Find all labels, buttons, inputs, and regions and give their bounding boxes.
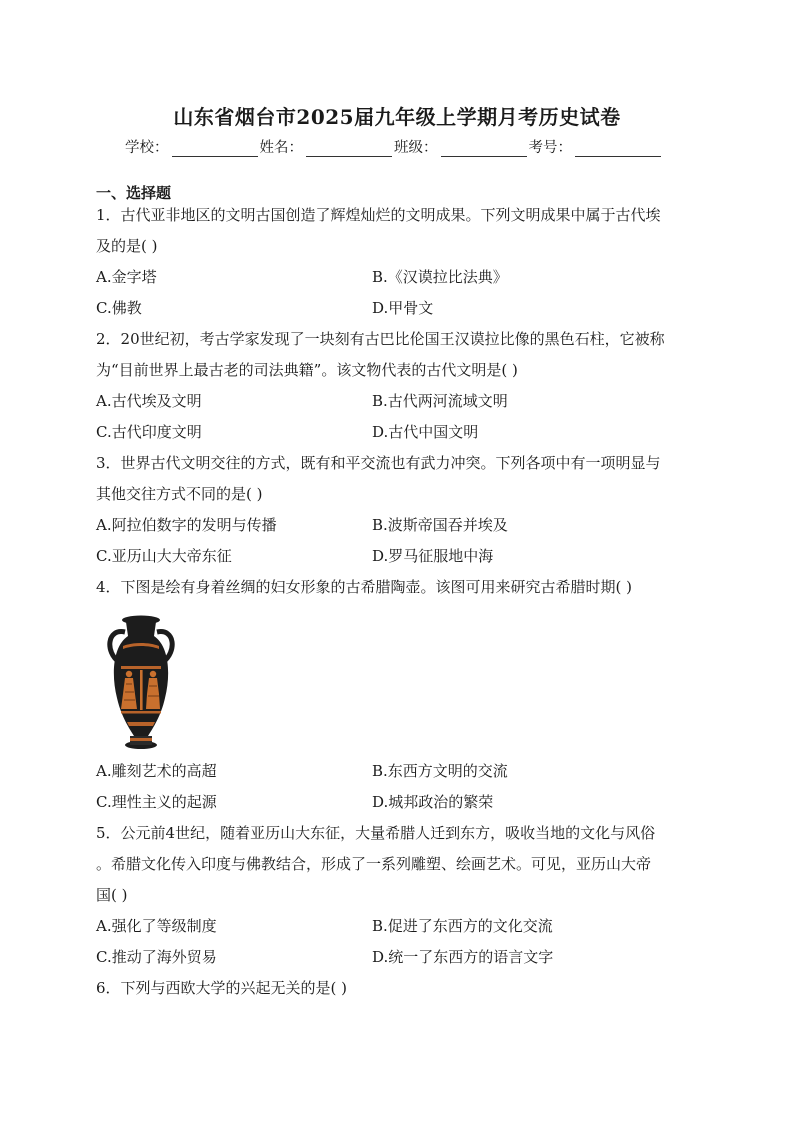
question-5-option-c[interactable]: C.推动了海外贸易 (96, 948, 217, 966)
question-3-option-a[interactable]: A.阿拉伯数字的发明与传播 (96, 516, 277, 534)
name-blank[interactable] (306, 141, 392, 157)
question-4-option-b[interactable]: B.东西方文明的交流 (372, 762, 508, 780)
question-2-option-d[interactable]: D.古代中国文明 (372, 423, 479, 441)
question-2-option-c[interactable]: C.古代印度文明 (96, 423, 202, 441)
question-2-line-1: 2．20世纪初，考古学家发现了一块刻有古巴比伦国王汉谟拉比像的黑色石柱，它被称 (96, 330, 665, 348)
question-4-option-c[interactable]: C.理性主义的起源 (96, 793, 217, 811)
question-4-option-d[interactable]: D.城邦政治的繁荣 (372, 793, 494, 811)
question-5-option-b[interactable]: B.促进了东西方的文化交流 (372, 917, 553, 935)
question-4-line-1: 4．下图是绘有身着丝绸的妇女形象的古希腊陶壶。该图可用来研究古希腊时期( ) (96, 578, 633, 596)
student-info-row (125, 136, 663, 157)
exam-number-blank[interactable] (575, 141, 661, 157)
greek-amphora-image (103, 614, 179, 750)
question-6-line-1: 6．下列与西欧大学的兴起无关的是( ) (96, 979, 348, 997)
question-3-line-1: 3．世界古代文明交往的方式，既有和平交流也有武力冲突。下列各项中有一项明显与 (96, 454, 661, 472)
exam-number-label: 考号： (528, 140, 572, 156)
question-5-line-3: 国( ) (96, 886, 128, 904)
question-1-option-c[interactable]: C.佛教 (96, 299, 142, 317)
question-5-option-a[interactable]: A.强化了等级制度 (96, 917, 217, 935)
question-3-option-d[interactable]: D.罗马征服地中海 (372, 547, 494, 565)
question-5-line-1: 5．公元前4世纪，随着亚历山大东征，大量希腊人迁到东方，吸收当地的文化与风俗 (96, 824, 656, 842)
question-2-option-b[interactable]: B.古代两河流域文明 (372, 392, 508, 410)
section-title: 一、选择题 (96, 184, 172, 202)
question-1-option-b[interactable]: B.《汉谟拉比法典》 (372, 268, 508, 286)
question-2-line-2: 为“目前世界上最古老的司法典籍”。该文物代表的古代文明是( ) (96, 361, 518, 379)
class-label: 班级： (394, 140, 438, 156)
question-3-line-2: 其他交往方式不同的是( ) (96, 485, 263, 503)
school-blank[interactable] (172, 141, 258, 157)
question-5-line-2: 。希腊文化传入印度与佛教结合，形成了一系列雕塑、绘画艺术。可见，亚历山大帝 (96, 855, 652, 873)
question-1-line-2: 及的是( ) (96, 237, 158, 255)
question-1-option-d[interactable]: D.甲骨文 (372, 299, 434, 317)
question-3-option-b[interactable]: B.波斯帝国吞并埃及 (372, 516, 508, 534)
class-blank[interactable] (441, 141, 527, 157)
exam-title: 山东省烟台市2025届九年级上学期月考历史试卷 (173, 105, 621, 129)
question-4-option-a[interactable]: A.雕刻艺术的高超 (96, 762, 217, 780)
name-label: 姓名： (259, 140, 303, 156)
school-label: 学校： (125, 140, 169, 156)
question-3-option-c[interactable]: C.亚历山大大帝东征 (96, 547, 232, 565)
question-5-option-d[interactable]: D.统一了东西方的语言文字 (372, 948, 554, 966)
question-1-option-a[interactable]: A.金字塔 (96, 268, 157, 286)
question-1-line-1: 1．古代亚非地区的文明古国创造了辉煌灿烂的文明成果。下列文明成果中属于古代埃 (96, 206, 661, 224)
question-2-option-a[interactable]: A.古代埃及文明 (96, 392, 202, 410)
